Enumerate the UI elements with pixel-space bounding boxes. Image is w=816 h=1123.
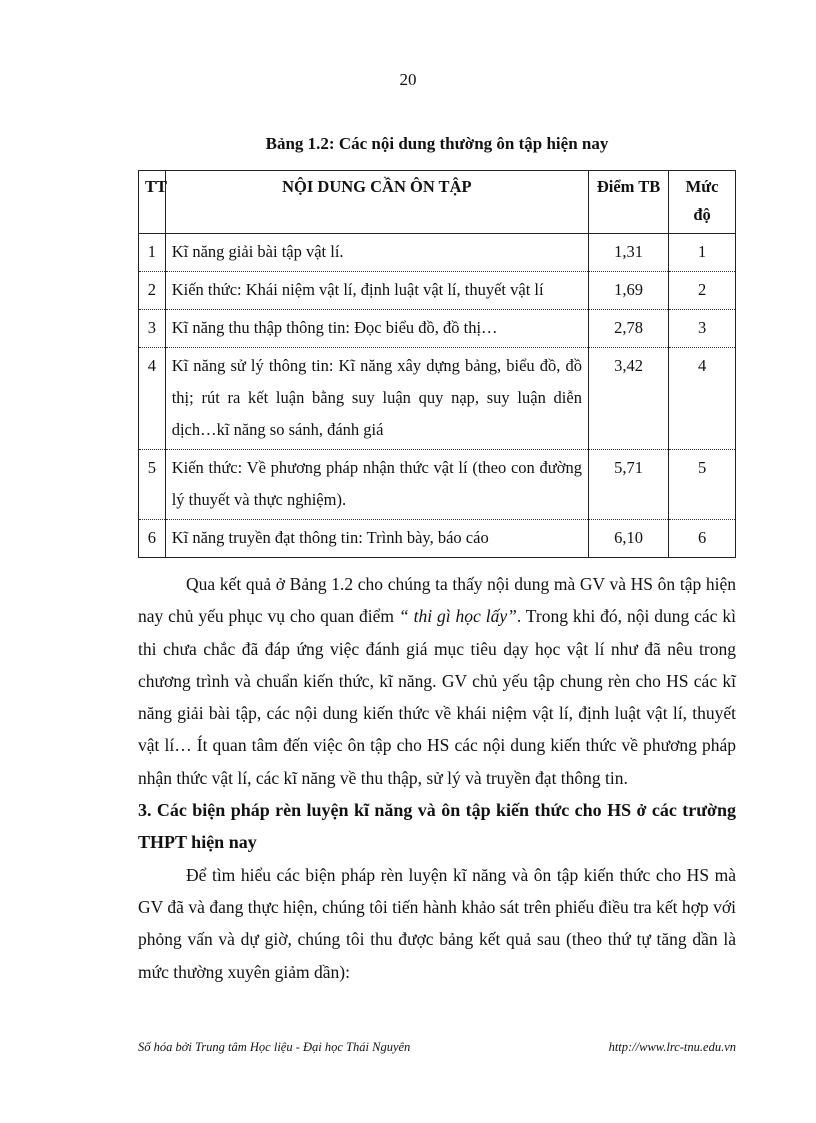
header-content: NỘI DUNG CẦN ÔN TẬP [165, 171, 588, 234]
cell-tt: 2 [139, 272, 166, 310]
cell-tt: 4 [139, 348, 166, 450]
page-number: 20 [399, 70, 417, 89]
cell-level: 1 [669, 234, 736, 272]
cell-content: Kĩ năng sử lý thông tin: Kĩ năng xây dựng bảng, biểu đồ, đồ thị; rút ra kết luận bằng suy luận quy nạp, suy luận diễn dịch…kĩ năng so sánh, đánh giá [165, 348, 588, 450]
cell-score: 3,42 [588, 348, 668, 450]
table-row [139, 234, 736, 272]
page-footer [138, 1040, 736, 1055]
table-header-row [139, 171, 736, 234]
paragraph-analysis [138, 568, 736, 794]
cell-score: 1,31 [588, 234, 668, 272]
cell-content: Kiến thức: Khái niệm vật lí, định luật vật lí, thuyết vật lí [165, 272, 588, 310]
table-row [139, 520, 736, 558]
paragraph-analysis-end: . Trong khi đó, nội dung các kì thi chưa chắc đã đáp ứng việc đánh giá mục tiêu dạy học vật lí như đã nêu trong chương trình và chuẩn kiến thức, kĩ năng. GV chủ yếu tập chung rèn cho HS các kĩ năng giải bài tập, các nội dung kiến thức về khái niệm vật lí, định luật vật lí, thuyết vật lí… Ít quan tâm đến việc ôn tập cho HS các nội dung kiến thức về phương pháp nhận thức vật lí, các kĩ năng về thu thập, sử lý và truyền đạt thông tin. [138, 606, 736, 788]
cell-level: 4 [669, 348, 736, 450]
cell-content: Kĩ năng truyền đạt thông tin: Trình bày, báo cáo [165, 520, 588, 558]
quoted-phrase: “ thi gì học lấy” [398, 606, 517, 627]
cell-level: 2 [669, 272, 736, 310]
cell-tt: 6 [139, 520, 166, 558]
table-row [139, 272, 736, 310]
content-table [138, 170, 736, 558]
body-text [138, 568, 736, 988]
table-title: Bảng 1.2: Các nội dung thường ôn tập hiện nay [265, 134, 609, 153]
cell-level: 3 [669, 310, 736, 348]
cell-tt: 1 [139, 234, 166, 272]
section-heading: 3. Các biện pháp rèn luyện kĩ năng và ôn tập kiến thức cho HS ở các trường THPT hiện nay [138, 800, 736, 853]
cell-score: 1,69 [588, 272, 668, 310]
footer-url: http://www.lrc-tnu.edu.vn [608, 1040, 736, 1054]
cell-content: Kĩ năng giải bài tập vật lí. [165, 234, 588, 272]
cell-level: 5 [669, 450, 736, 520]
footer-source: Số hóa bởi Trung tâm Học liệu - Đại học Thái Nguyên [138, 1040, 411, 1054]
cell-tt: 5 [139, 450, 166, 520]
cell-content: Kiến thức: Về phương pháp nhận thức vật lí (theo con đường lý thuyết và thực nghiệm). [165, 450, 588, 520]
table-row [139, 348, 736, 450]
cell-tt: 3 [139, 310, 166, 348]
cell-level: 6 [669, 520, 736, 558]
header-tt: TT [139, 171, 166, 234]
cell-score: 5,71 [588, 450, 668, 520]
table-row [139, 310, 736, 348]
paragraph-survey: Để tìm hiểu các biện pháp rèn luyện kĩ năng và ôn tập kiến thức cho HS mà GV đã và đang thực hiện, chúng tôi tiến hành khảo sát trên phiếu điều tra kết hợp với phỏng vấn và dự giờ, chúng tôi thu được bảng kết quả sau (theo thứ tự tăng dần là mức thường xuyên giảm dần): [138, 864, 736, 982]
table-row [139, 450, 736, 520]
paragraph-analysis-start: Qua kết quả ở Bảng 1.2 cho chúng ta thấy nội dung mà GV và HS ôn tập hiện nay chủ yếu phục vụ cho quan điểm [138, 574, 736, 627]
header-score: Điểm TB [588, 171, 668, 234]
header-level: Mức độ [669, 171, 736, 234]
cell-score: 6,10 [588, 520, 668, 558]
cell-score: 2,78 [588, 310, 668, 348]
cell-content: Kĩ năng thu thập thông tin: Đọc biểu đồ, đồ thị… [165, 310, 588, 348]
